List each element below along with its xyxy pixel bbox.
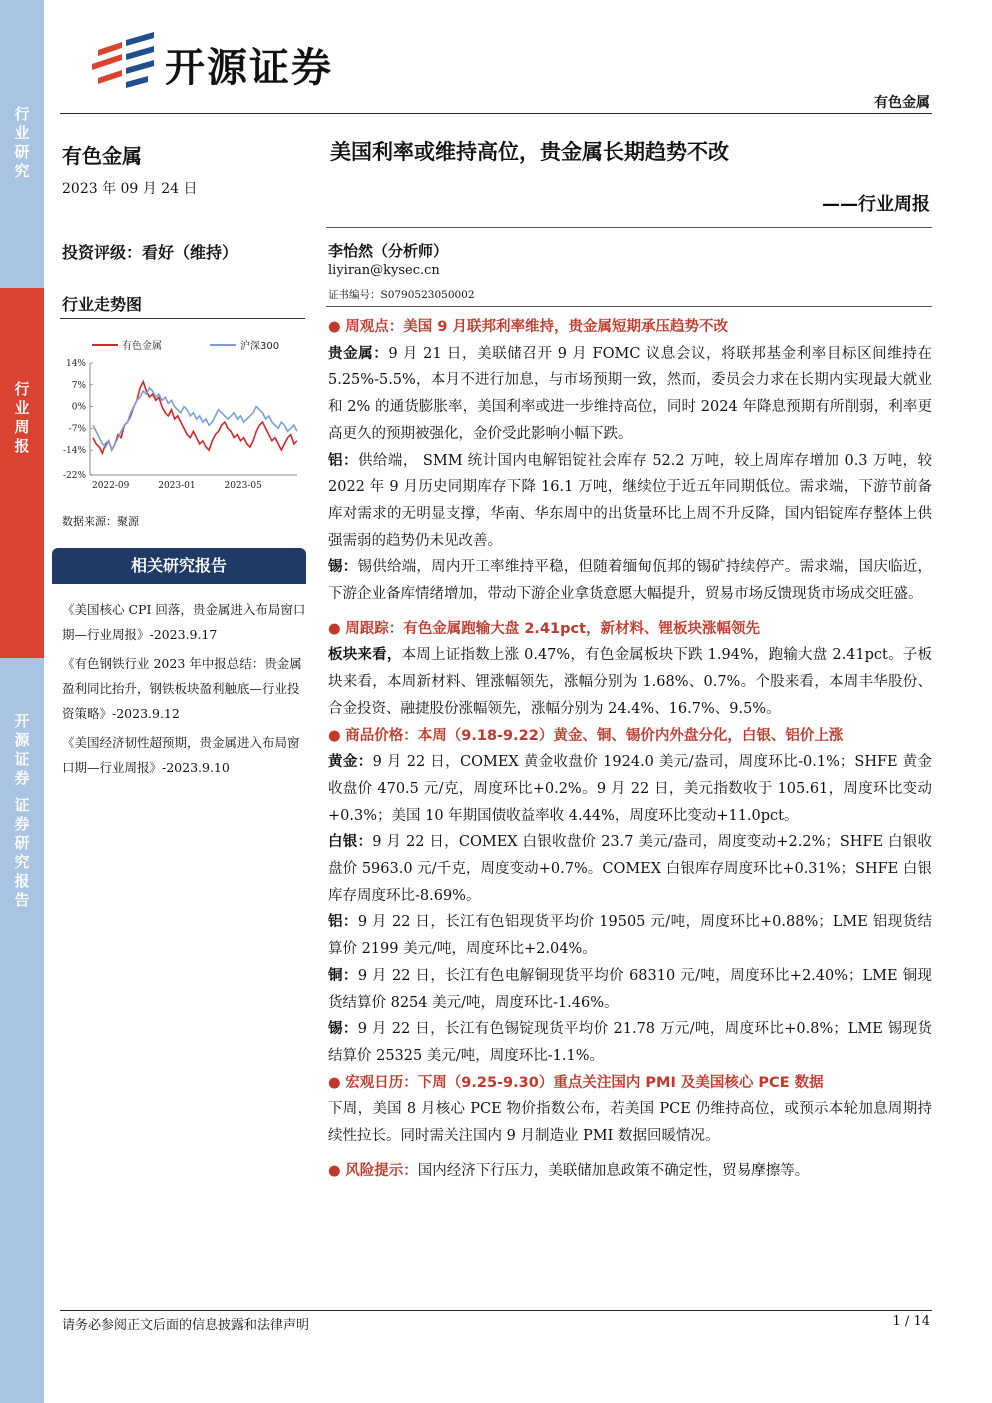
paragraph: 锡：9 月 22 日，长江有色锡锭现货平均价 21.78 万元/吨，周度环比+0.8%；LME 锡现货结算价 25325 美元/吨，周度环比-1.1%。 — [328, 1021, 933, 1064]
section-heading: 周观点：美国 9 月联邦利率维持，贵金属短期承压趋势不改 — [345, 319, 728, 335]
x-tick-label: 2022-09 — [91, 481, 130, 491]
bullet-icon: ● — [328, 726, 341, 744]
trend-chart-title: 行业走势图 — [62, 295, 143, 314]
x-tick-label: 2023-05 — [224, 481, 262, 491]
related-report-item[interactable]: 《有色钢铁行业 2023 年中报总结：贵金属盈利同比抬升，钢铁板块盈利触底—行业投资策略》-2023.9.12 — [62, 656, 302, 721]
paragraph: 白银：9 月 22 日，COMEX 白银收盘价 23.7 美元/盎司，周度变动+2.2%；SHFE 白银收盘价 5963.0 元/千克，周度变动+0.7%。COMEX 白银库存周度环比+0.31%；SHFE 白银库存周度环比-8.69%。 — [328, 834, 932, 904]
logo-icon — [88, 30, 158, 92]
paragraph: 铝：供给端， SMM 统计国内电解铝锭社会库存 52.2 万吨，较上周库存增加 0.3 万吨，较 2022 年 9 月历史同期库存下降 16.1 万吨，继续位于近五年同期低位。需求端，下游节前备库对需求的无明显支撑，华南、华东周中的出货量环比上周不升反降，国内铝锭库存整体上供强需弱的趋势仍未见改善。 — [328, 452, 933, 549]
report-body — [328, 314, 932, 1185]
chart-legend — [92, 339, 279, 352]
section-weekly-tracking — [328, 616, 932, 723]
investment-rating: 投资评级：看好（维持） — [62, 243, 239, 262]
section-heading: 宏观日历：下周（9.25-9.30）重点关注国内 PMI 及美国核心 PCE 数据 — [345, 1074, 824, 1091]
trend-title-underline — [60, 318, 305, 319]
title-divider — [326, 227, 932, 228]
related-reports-list — [62, 597, 308, 784]
footer-disclaimer[interactable]: 请务必参阅正文后面的信息披露和法律声明 — [62, 1318, 310, 1333]
related-report-item[interactable]: 《美国核心 CPI 回落，贵金属进入布局窗口期—行业周报》-2023.9.17 — [62, 602, 306, 642]
paragraph: 黄金：9 月 22 日，COMEX 黄金收盘价 1924.0 美元/盎司，周度环比-0.1%；SHFE 黄金收盘价 470.5 元/克，周度环比+0.2%。9 月 22 日，美元指数收于 105.61，周度环比变动+0.3%；美国 10 年期国债收益率收 4.44%，周度环比变动+11.0pct。 — [328, 754, 933, 824]
y-tick-label: -7% — [68, 424, 86, 435]
report-title: 美国利率或维持高位，贵金属长期趋势不改 — [330, 140, 729, 164]
section-risk — [328, 1158, 932, 1185]
header-divider — [60, 113, 932, 114]
paragraph: 板块来看，本周上证指数上涨 0.47%，有色金属板块下跌 1.94%，跑输大盘 2.41pct。子板块来看，本周新材料、锂涨幅领先，涨幅分别为 1.68%、0.7%。个股来看，本周丰华股份、合金投资、融捷股份涨幅领先，涨幅分别为 24.4%、16.7%、9.5%。 — [328, 647, 932, 717]
related-report-item[interactable]: 《美国经济韧性超预期，贵金属进入布局窗口期—行业周报》-2023.9.10 — [62, 735, 300, 775]
related-reports-header: 相关研究报告 — [52, 548, 306, 584]
paragraph: 铝：9 月 22 日，长江有色铝现货平均价 19505 元/吨，周度环比+0.88%；LME 铝现货结算价 2199 美元/吨，周度环比+2.04%。 — [328, 914, 932, 958]
analyst-email[interactable]: liyiran@kysec.cn — [328, 263, 440, 278]
sector-name: 有色金属 — [62, 144, 142, 168]
side-strip — [0, 0, 44, 1403]
y-tick-label: 14% — [65, 359, 86, 369]
side-label-research: 行 业 研 究 — [14, 105, 30, 180]
section-weekly-view — [328, 314, 932, 608]
bullet-icon: ● — [328, 1161, 341, 1179]
section-commodity-prices — [328, 723, 932, 1070]
logo-text: 开源证券 — [165, 45, 333, 91]
y-tick-label: 7% — [71, 380, 86, 391]
footer-divider — [60, 1310, 932, 1311]
side-label-weekly: 行 业 周 报 — [14, 380, 30, 455]
legend-label-1: 沪深300 — [240, 341, 280, 352]
bullet-icon: ● — [328, 318, 341, 335]
analyst-name: 李怡然（分析师） — [328, 242, 449, 260]
bullet-icon: ● — [328, 619, 341, 637]
analyst-cert: 证书编号：S0790523050002 — [328, 289, 475, 301]
side-strip-middle — [0, 288, 44, 658]
y-tick-label: 0% — [71, 402, 86, 413]
chart-axes — [63, 359, 297, 491]
paragraph: 铜：9 月 22 日，长江有色电解铜现货平均价 68310 元/吨，周度环比+2.40%；LME 铜现货结算价 8254 美元/吨，周度环比-1.46%。 — [328, 967, 932, 1011]
trend-chart — [52, 330, 307, 505]
section-heading: 风险提示： — [345, 1162, 418, 1179]
series-line-1 — [93, 388, 297, 450]
report-date: 2023 年 09 月 24 日 — [62, 181, 198, 197]
risk-text: 国内经济下行压力，美联储加息政策不确定性，贸易摩擦等。 — [417, 1162, 810, 1179]
page-number: 1 / 14 — [892, 1314, 930, 1329]
paragraph: 下周，美国 8 月核心 PCE 物价指数公布，若美国 PCE 仍维持高位，或预示本轮加息周期持续性拉长。同时需关注国内 9 月制造业 PMI 数据回暖情况。 — [328, 1101, 932, 1145]
bullet-icon: ● — [328, 1073, 341, 1091]
legend-label-0: 有色金属 — [122, 341, 162, 352]
analyst-divider — [326, 306, 932, 307]
chart-lines — [93, 382, 297, 454]
section-macro-calendar — [328, 1070, 932, 1150]
y-tick-label: -14% — [62, 446, 86, 457]
section-heading: 周跟踪：有色金属跑输大盘 2.41pct，新材料、锂板块涨幅领先 — [345, 620, 760, 637]
header-sector-tag: 有色金属 — [874, 95, 930, 111]
x-tick-label: 2023-01 — [158, 481, 196, 491]
paragraph: 贵金属：9 月 21 日，美联储召开 9 月 FOMC 议息会议，将联邦基金利率目标区间维持在 5.25%-5.5%，本月不进行加息，与市场预期一致，然而，委员会力求在长期内实现最大就业和 2% 的通货膨胀率，美国利率或进一步维持高位，同时 2024 年降息预期有所削弱，利率更高更久的预期被强化，金价受此影响小幅下跌。 — [328, 345, 932, 442]
section-heading: 商品价格：本周（9.18-9.22）黄金、铜、锡价内外盘分化，白银、铝价上涨 — [345, 727, 844, 744]
data-source: 数据来源：聚源 — [62, 515, 139, 528]
y-tick-label: -22% — [62, 471, 86, 481]
side-label-company: 开 源 证 券 证 券 研 究 报 告 — [14, 712, 30, 909]
paragraph: 锡：锡供给端，周内开工率维持平稳，但随着缅甸佤邦的锡矿持续停产。需求端，国庆临近，下游企业备库情绪增加，带动下游企业拿货意愿大幅提升，贸易市场反馈现货市场成交旺盛。 — [328, 559, 933, 603]
report-subtitle: ——行业周报 — [822, 194, 930, 215]
